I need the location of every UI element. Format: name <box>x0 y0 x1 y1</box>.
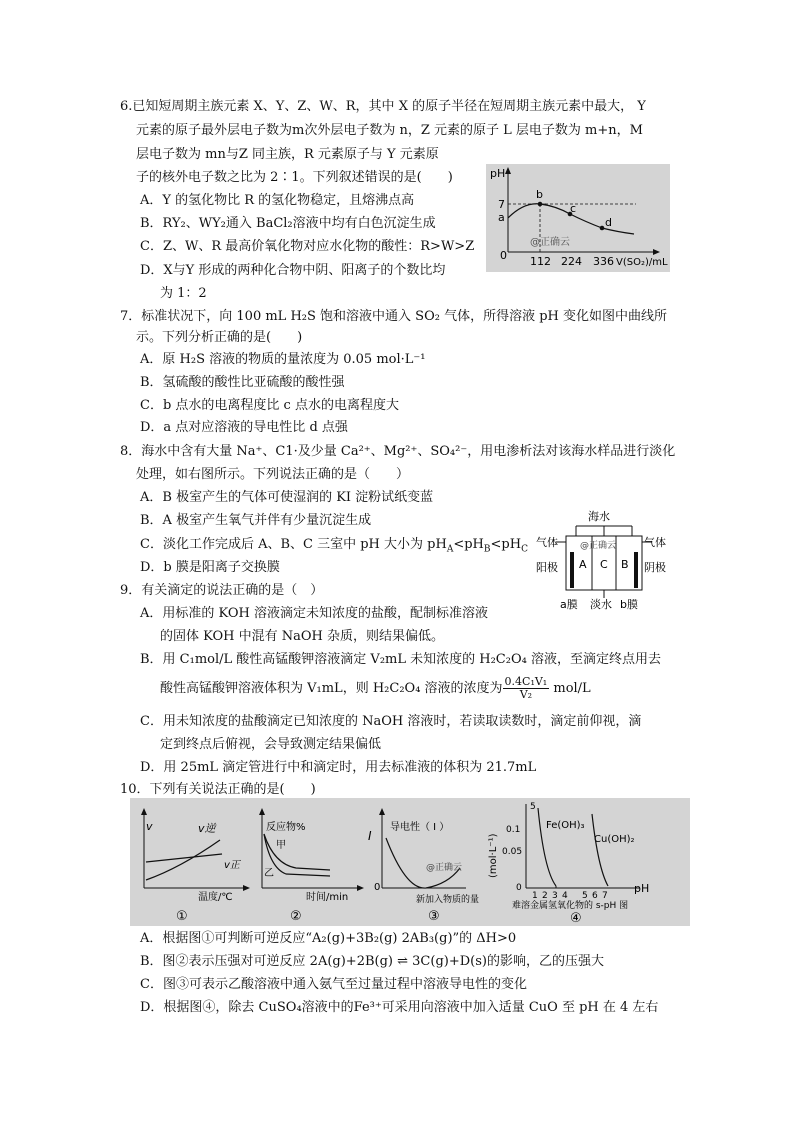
b-membrane-label: b膜 <box>620 598 638 611</box>
g4-y-label: (mol·L⁻¹) <box>488 833 499 878</box>
g4-x-tick-7: 7 <box>602 891 608 901</box>
q6-line2: 元素的原子最外层电子数为m次外层电子数为 n，Z 元素的原子 L 层电子数为 m+n，M <box>136 123 643 138</box>
q9-option-c1: C．用未知浓度的盐酸滴定已知浓度的 NaOH 溶液时，若读取读数时，滴定前仰视，滴 <box>140 714 642 729</box>
g4-tick-005: 0.05 <box>502 847 523 857</box>
x-tick-112: 112 <box>530 255 551 268</box>
g4-tick-01: 0.1 <box>506 825 521 835</box>
g2-yi-label: 乙 <box>264 868 274 879</box>
anode-label: 阳极 <box>536 561 558 574</box>
q7-option-d: D．a 点对应溶液的导电性比 d 点强 <box>140 420 348 435</box>
ph-axis-label: pH <box>490 167 506 180</box>
g4-x-tick-2: 2 <box>542 891 548 901</box>
q6-option-b: B．RY₂、WY₂通入 BaCl₂溶液中均有白色沉淀生成 <box>140 216 436 231</box>
g2-jia-label: 甲 <box>276 840 286 851</box>
g1-number: ① <box>176 909 188 924</box>
q7-line1: 7．标准状况下，向 100 mL H₂S 饱和溶液中通入 SO₂ 气体，所得溶液 pH 变化如图中曲线所 <box>120 309 667 324</box>
y-tick-a: a <box>498 211 505 224</box>
g4-x-tick-3: 3 <box>552 891 558 901</box>
q9-option-c2: 定到终点后俯视，会导致测定结果偏低 <box>160 737 382 752</box>
g4-number: ④ <box>570 911 582 926</box>
g2-x-label: 时间/min <box>306 892 349 903</box>
q10-option-b: B．图②表示压强对可逆反应 2A(g)+2B(g) ⇌ 3C(g)+D(s)的影响，乙的压强大 <box>140 954 604 969</box>
q6-line1: 6.已知短周期主族元素 X、Y、Z、W、R，其中 X 的原子半径在短周期主族元素中最大， Y <box>120 99 646 114</box>
fresh-water-label: 淡水 <box>590 598 612 611</box>
q7-line2: 示。下列分析正确的是( ) <box>136 330 303 345</box>
a-membrane-label: a膜 <box>560 598 578 611</box>
q6-line4: 子的核外电子数之比为 2∶1。下列叙述错误的是( ) <box>136 170 453 185</box>
q10-line1: 10．下列有关说法正确的是( ) <box>120 782 316 797</box>
q8-option-d: D．b 膜是阳离子交换膜 <box>140 560 280 575</box>
g4-tick-5: 5 <box>530 802 536 812</box>
q6-option-d: D．X与Y 形成的两种化合物中阴、阳离子的个数比均 <box>140 263 446 278</box>
q9-option-a1: A．用标准的 KOH 溶液滴定未知浓度的盐酸，配制标准溶液 <box>140 606 489 621</box>
g3-y-label: 导电性（ I ） <box>390 822 450 833</box>
point-c: c <box>570 202 577 215</box>
g4-fe-label: Fe(OH)₃ <box>546 820 585 831</box>
q7-option-a: A．原 H₂S 溶液的物质的量浓度为 0.05 mol·L⁻¹ <box>140 352 426 367</box>
g1-v-forward-label: v正 <box>224 860 240 871</box>
q8-option-a: A．B 极室产生的气体可使湿润的 KI 淀粉试纸变蓝 <box>140 490 434 505</box>
q6-option-a: A．Y 的氢化物比 R 的氢化物稳定，且熔沸点高 <box>140 193 415 208</box>
y-tick-7: 7 <box>498 198 505 211</box>
cathode-label: 阴极 <box>644 561 666 574</box>
q6-line3: 层电子数为 mn与Z 同主族，R 元素原子与 Y 元素原 <box>136 147 439 162</box>
q9-line1: 9．有关滴定的说法正确的是（ ） <box>120 583 324 598</box>
q8-option-c: C．淡化工作完成后 A、B、C 三室中 pH 大小为 $pH_A<pH_B<pH_C$ <box>140 537 528 555</box>
y-tick-0: 0 <box>500 249 507 262</box>
g4-zero: 0 <box>516 883 522 893</box>
q10-option-c: C．图③可表示乙酸溶液中通入氨气至过量过程中溶液导电性的变化 <box>140 977 527 992</box>
chamber-c: C <box>600 558 608 571</box>
gas-right-label: 气体 <box>644 536 666 549</box>
point-b: b <box>536 188 543 201</box>
q9-option-b1: B．用 C₁mol/L 酸性高锰酸钾溶液滴定 V₂mL 未知浓度的 H₂C₂O₄ 溶液，至滴定终点用去 <box>140 652 661 667</box>
q7-option-c: C．b 点水的电离程度比 c 点水的电离程度大 <box>140 398 399 413</box>
q10-graphs <box>130 798 690 926</box>
g1-v-label: v <box>146 820 153 833</box>
ph-curve-figure <box>486 164 670 272</box>
g1-x-label: 温度/℃ <box>198 892 233 903</box>
watermark: @正确云 <box>530 237 570 248</box>
q9-option-a2: 的固体 KOH 中混有 NaOH 杂质，则结果偏低。 <box>160 629 445 644</box>
electrodialysis-diagram <box>536 508 672 614</box>
watermark: @正确云 <box>426 863 463 873</box>
q8-option-b: B．A 极室产生氧气并伴有少量沉淀生成 <box>140 513 372 528</box>
g4-x-tick-4: 4 <box>562 891 568 901</box>
point-d: d <box>605 216 612 229</box>
watermark: @正确云 <box>580 541 617 551</box>
chamber-b: B <box>621 558 629 571</box>
q8-line2: 处理，如右图所示。下列说法正确的是（ ） <box>136 467 410 482</box>
chamber-a: A <box>579 558 587 571</box>
q9-option-d: D．用 25mL 滴定管进行中和滴定时，用去标准液的体积为 21.7mL <box>140 760 537 775</box>
g2-number: ② <box>290 909 302 924</box>
gas-left-label: 气体 <box>536 536 558 549</box>
seawater-label: 海水 <box>588 510 610 523</box>
g4-x-tick-5: 5 <box>582 891 588 901</box>
ph-curve-chart <box>486 164 670 272</box>
g4-x-tick-6: 6 <box>592 891 598 901</box>
g2-y-label: 反应物% <box>266 822 306 833</box>
g3-zero: 0 <box>374 882 381 893</box>
q10-option-d: D．根据图④，除去 CuSO₄溶液中的Fe³⁺可采用向溶液中加入适量 CuO 至 pH 在 4 左右 <box>140 1000 659 1015</box>
x-tick-224: 224 <box>561 255 582 268</box>
q8-line1: 8．海水中含有大量 Na⁺、C1·及少量 Ca²⁺、Mg²⁺、SO₄²⁻，用电渗析法对该海水样品进行淡化 <box>120 444 676 459</box>
g3-i-label: I <box>368 829 372 843</box>
q6-option-c: C．Z、W、R 最高价氧化物对应水化物的酸性：R>W>Z <box>140 239 475 254</box>
g4-ph-label: pH <box>634 882 650 895</box>
q6-option-d-cont: 为 1：2 <box>160 286 207 301</box>
x-axis-label: V(SO₂)/mL <box>616 257 668 268</box>
q9-option-b2: 酸性高锰酸钾溶液体积为 V₁mL，则 H₂C₂O₄ 溶液的浓度为 $\frac{\text{0.4C₁V₁}}{\text{V₂}}$ mol/L <box>160 675 591 701</box>
g4-caption: 难溶金属氢氧化物的 s-pH 图 <box>512 901 629 911</box>
q10-option-a: A．根据图①可判断可逆反应“A₂(g)+3B₂(g) 2AB₃(g)”的 ΔH>0 <box>140 931 517 946</box>
g3-number: ③ <box>428 909 440 924</box>
q7-option-b: B．氢硫酸的酸性比亚硫酸的酸性强 <box>140 375 345 390</box>
x-tick-336: 336 <box>593 255 614 268</box>
g3-x-label: 新加入物质的量 <box>416 895 480 905</box>
g4-x-tick-1: 1 <box>532 891 538 901</box>
g4-cu-label: Cu(OH)₂ <box>594 834 635 845</box>
g1-v-reverse-label: v逆 <box>198 822 216 835</box>
electrodialysis-figure <box>536 508 672 614</box>
q10-figure-panel <box>130 798 690 926</box>
